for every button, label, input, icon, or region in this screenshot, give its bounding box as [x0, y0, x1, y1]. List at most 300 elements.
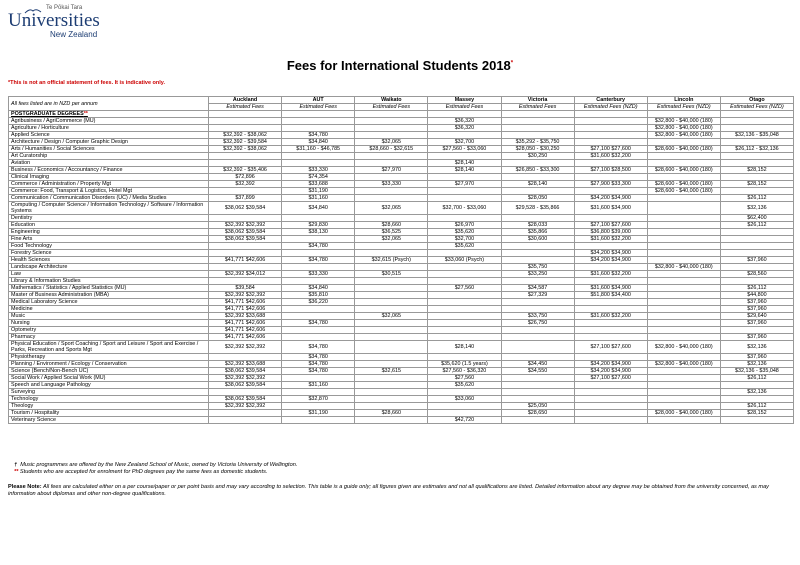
fee-cell	[282, 403, 355, 410]
fee-cell	[647, 160, 720, 167]
fee-cell	[647, 278, 720, 285]
fee-cell: $27,560	[428, 285, 501, 292]
fee-cell: $38,062 $39,584	[209, 368, 282, 375]
fee-cell	[647, 306, 720, 313]
subject-cell: Applied Science	[9, 132, 209, 139]
fee-cell	[428, 320, 501, 327]
fee-cell	[282, 375, 355, 382]
fee-cell	[355, 125, 428, 132]
fee-cell	[647, 250, 720, 257]
subject-cell: Speech and Language Pathology	[9, 382, 209, 389]
fee-cell: $37,960	[720, 306, 793, 313]
fee-cell: $35,810	[282, 292, 355, 299]
fee-cell: $26,850 - $33,300	[501, 167, 574, 174]
fee-cell: $31,600 $32,200	[574, 271, 647, 278]
fee-cell: $29,640	[720, 313, 793, 320]
table-row	[9, 285, 794, 292]
table-row	[9, 181, 794, 188]
table-row	[9, 125, 794, 132]
table-row	[9, 382, 794, 389]
subject-cell: Music	[9, 313, 209, 320]
table-row	[9, 389, 794, 396]
university-header: Massey	[428, 97, 501, 104]
fee-cell: $51,800 $34,400	[574, 292, 647, 299]
fee-cell: $34,780	[282, 361, 355, 368]
fee-cell	[428, 306, 501, 313]
fee-cell	[428, 264, 501, 271]
fee-cell	[355, 361, 428, 368]
fee-cell	[501, 250, 574, 257]
fee-cell	[720, 250, 793, 257]
fee-cell: $28,560	[720, 271, 793, 278]
subject-cell: Master of Business Administration (MBA)	[9, 292, 209, 299]
fee-cell	[720, 278, 793, 285]
fee-cell	[501, 299, 574, 306]
table-row	[9, 278, 794, 285]
fee-cell	[209, 118, 282, 125]
fee-cell: $32,392 $32,392	[209, 292, 282, 299]
subject-cell: Education	[9, 222, 209, 229]
fee-cell: $38,130	[282, 229, 355, 236]
table-row	[9, 327, 794, 334]
fee-cell: $29,830	[282, 222, 355, 229]
table-row	[9, 306, 794, 313]
subject-cell: Physical Education / Sport Coaching / Sport and Leisure / Sport and Exercise / Parks, Recreation and Sports Mgt	[9, 341, 209, 354]
subject-cell: Business / Economics / Accountancy / Finance	[9, 167, 209, 174]
fee-header: Estimated Fees	[355, 104, 428, 111]
fee-cell: $31,190	[282, 410, 355, 417]
fee-cell	[574, 396, 647, 403]
subject-cell: Fine Arts	[9, 236, 209, 243]
fee-cell: $32,800 - $40,000 (180)	[647, 361, 720, 368]
subject-cell: Physiotherapy	[9, 354, 209, 361]
fee-cell	[282, 236, 355, 243]
university-header: Canterbury	[574, 97, 647, 104]
table-row	[9, 174, 794, 181]
fee-cell: $31,600 $32,200	[574, 236, 647, 243]
fee-cell	[501, 278, 574, 285]
fee-cell: $34,840	[282, 285, 355, 292]
fee-cell	[574, 299, 647, 306]
fee-cell: $28,660	[355, 222, 428, 229]
table-row	[9, 264, 794, 271]
fee-cell	[355, 292, 428, 299]
fee-cell	[209, 250, 282, 257]
fee-cell	[355, 341, 428, 354]
subject-cell: Health Sciences	[9, 257, 209, 264]
table-row	[9, 396, 794, 403]
fee-cell	[647, 417, 720, 424]
fee-header: Estimated Fees	[209, 104, 282, 111]
fee-cell	[574, 132, 647, 139]
fee-cell	[282, 118, 355, 125]
logo-tagline: Te Pōkai Tara	[46, 5, 83, 11]
fee-cell: $32,065	[355, 139, 428, 146]
fee-cell: $41,771 $42,606	[209, 299, 282, 306]
fee-cell: $28,600 - $40,000 (180)	[647, 188, 720, 195]
fee-header: Estimated Fees (NZD)	[574, 104, 647, 111]
fee-cell: $27,560 - $33,060	[428, 146, 501, 153]
fee-cell	[209, 125, 282, 132]
fee-cell: $27,970	[355, 167, 428, 174]
fee-cell	[428, 313, 501, 320]
fee-cell	[647, 313, 720, 320]
corner-label: All fees listed are in NZD per annum	[9, 97, 209, 111]
fee-cell: $33,330	[282, 167, 355, 174]
table-row	[9, 250, 794, 257]
fee-cell	[574, 327, 647, 334]
disclaimer: *This is not an official statement of fees. It is indicative only.	[8, 80, 165, 86]
fee-cell: $34,780	[282, 243, 355, 250]
fee-cell	[355, 354, 428, 361]
table-row	[9, 361, 794, 368]
fee-cell: $35,620	[428, 229, 501, 236]
subject-cell: Veterinary Science	[9, 417, 209, 424]
fee-cell	[647, 139, 720, 146]
fee-cell	[282, 264, 355, 271]
fee-cell	[355, 306, 428, 313]
fee-cell: $41,771 $42,606	[209, 334, 282, 341]
fee-cell	[355, 382, 428, 389]
fee-cell: $26,750	[501, 320, 574, 327]
fee-cell: $37,899	[209, 195, 282, 202]
university-header: Victoria	[501, 97, 574, 104]
fee-cell: $32,700	[428, 236, 501, 243]
fee-cell: $32,392 $33,688	[209, 313, 282, 320]
fee-cell: $34,200 $34,900	[574, 361, 647, 368]
fee-cell	[647, 389, 720, 396]
fee-cell: $32,392 - $38,062	[209, 132, 282, 139]
fee-cell	[647, 354, 720, 361]
fee-cell: $32,065	[355, 202, 428, 215]
subject-cell: Tourism / Hospitality	[9, 410, 209, 417]
fee-cell	[209, 243, 282, 250]
fee-cell	[355, 278, 428, 285]
fee-cell: $33,330	[282, 271, 355, 278]
subject-cell: Social Work / Applied Social Work (MU)	[9, 375, 209, 382]
fee-cell: $28,600 - $40,000 (180)	[647, 146, 720, 153]
fee-cell	[574, 382, 647, 389]
fee-cell: $27,329	[501, 292, 574, 299]
fee-cell: $32,870	[282, 396, 355, 403]
fee-cell: $32,136	[720, 202, 793, 215]
fee-cell: $34,780	[282, 368, 355, 375]
fee-cell	[574, 410, 647, 417]
subject-cell: Clinical Imaging	[9, 174, 209, 181]
fee-cell	[647, 153, 720, 160]
fee-cell: $25,050	[501, 403, 574, 410]
fee-cell	[209, 417, 282, 424]
fee-cell: $44,800	[720, 292, 793, 299]
fee-cell: $34,200 $34,900	[574, 257, 647, 264]
fee-cell: $26,112	[720, 285, 793, 292]
fee-cell	[574, 264, 647, 271]
please-note: Please Note: All fees are calculated either on a per course/paper or per point basis and may vary according to selection. This table is a guide only; all figures given are estimates and not all qualifications are listed. Detailed information about any degree may be obtained from the university concerned, as may information about diplomas and other non-degree qualifications.	[8, 484, 769, 497]
fee-cell	[209, 410, 282, 417]
fee-cell	[647, 396, 720, 403]
fee-cell	[501, 375, 574, 382]
university-header: AUT	[282, 97, 355, 104]
subject-cell: Engineering	[9, 229, 209, 236]
subject-cell: Agriculture / Horticulture	[9, 125, 209, 132]
fee-cell	[647, 257, 720, 264]
subject-cell: Law	[9, 271, 209, 278]
fee-cell	[428, 299, 501, 306]
fee-cell	[647, 334, 720, 341]
fee-cell	[720, 417, 793, 424]
fee-cell	[282, 160, 355, 167]
fee-cell: $27,560 - $36,320	[428, 368, 501, 375]
fee-cell	[720, 139, 793, 146]
fee-cell: $31,190	[282, 188, 355, 195]
fee-cell: $28,140	[501, 181, 574, 188]
subject-cell: Science (Bench/Non-Bench UC)	[9, 368, 209, 375]
fee-cell: $32,392 $33,688	[209, 361, 282, 368]
fee-header: Estimated Fees	[282, 104, 355, 111]
fee-cell: $28,140	[428, 167, 501, 174]
fee-cell	[428, 327, 501, 334]
fee-cell: $36,320	[428, 125, 501, 132]
fee-cell	[209, 389, 282, 396]
subject-cell: Agribusiness / AgriCommerce (MU)	[9, 118, 209, 125]
table-row	[9, 257, 794, 264]
fee-cell: $31,160 - $46,785	[282, 146, 355, 153]
subject-cell: Theology	[9, 403, 209, 410]
fee-cell: $32,136	[720, 361, 793, 368]
table-row	[9, 139, 794, 146]
fee-cell	[720, 125, 793, 132]
fee-cell	[720, 327, 793, 334]
subject-cell: Communication / Communication Disorders (UC) / Media Studies	[9, 195, 209, 202]
footnote-music: † Music programmes are offered by the New Zealand School of Music, owned by Victoria University of Wellington.	[14, 462, 298, 468]
fee-cell	[574, 118, 647, 125]
fee-cell: $35,620 (1.5 years)	[428, 361, 501, 368]
fee-cell	[501, 327, 574, 334]
subject-cell: Medical Laboratory Science	[9, 299, 209, 306]
table-row	[9, 410, 794, 417]
fee-cell	[282, 306, 355, 313]
fee-cell: $28,140	[428, 160, 501, 167]
fee-cell: $37,960	[720, 257, 793, 264]
fee-cell: $36,320	[428, 118, 501, 125]
fees-table	[8, 96, 794, 424]
subject-cell: Commerce: Food, Transport & Logistics, Hotel Mgt	[9, 188, 209, 195]
bird-icon	[24, 8, 42, 14]
fee-cell: $34,587	[501, 285, 574, 292]
fee-cell	[209, 188, 282, 195]
fee-cell	[428, 174, 501, 181]
fee-cell: $32,136 - $35,048	[720, 132, 793, 139]
subject-cell: Medicine	[9, 306, 209, 313]
fee-cell	[428, 278, 501, 285]
fee-cell: $28,033	[501, 222, 574, 229]
fee-cell: $34,200 $34,900	[574, 195, 647, 202]
fee-cell: $38,062 $39,584	[209, 202, 282, 215]
fee-cell: $32,392 $32,392	[209, 222, 282, 229]
fee-cell: $28,050	[501, 195, 574, 202]
fee-cell	[355, 417, 428, 424]
fee-cell: $37,960	[720, 334, 793, 341]
fee-cell: $26,970	[428, 222, 501, 229]
fee-cell: $35,866	[501, 229, 574, 236]
fee-cell	[282, 250, 355, 257]
fee-cell	[501, 174, 574, 181]
fee-cell: $32,700 - $33,060	[428, 202, 501, 215]
fee-header: Estimated Fees	[501, 104, 574, 111]
fee-cell	[428, 132, 501, 139]
fee-cell	[574, 417, 647, 424]
fee-cell	[647, 222, 720, 229]
fee-cell	[282, 327, 355, 334]
table-row	[9, 222, 794, 229]
university-header: Waikato	[355, 97, 428, 104]
fee-cell: $34,780	[282, 341, 355, 354]
table-row	[9, 160, 794, 167]
fee-cell: $31,600 $32,200	[574, 313, 647, 320]
subject-cell: Pharmacy	[9, 334, 209, 341]
page-title: Fees for International Students 2018*	[286, 58, 514, 73]
fee-cell	[501, 354, 574, 361]
table-row	[9, 271, 794, 278]
fee-cell	[282, 153, 355, 160]
fee-cell	[501, 118, 574, 125]
table-row	[9, 229, 794, 236]
logo-wordmark: Universities	[8, 10, 100, 31]
fee-cell	[355, 334, 428, 341]
fee-cell: $30,250	[501, 153, 574, 160]
fee-cell: $33,330	[355, 181, 428, 188]
university-header: Otago	[720, 97, 793, 104]
fee-cell	[647, 403, 720, 410]
fee-cell: $32,800 - $40,000 (180)	[647, 132, 720, 139]
fee-cell	[720, 243, 793, 250]
fee-cell	[355, 132, 428, 139]
table-row	[9, 118, 794, 125]
fee-cell	[355, 160, 428, 167]
table-row	[9, 146, 794, 153]
fee-cell: $31,160	[282, 382, 355, 389]
fee-cell	[501, 160, 574, 167]
fee-cell	[428, 250, 501, 257]
fee-cell	[501, 389, 574, 396]
fee-cell: $32,136 - $35,048	[720, 368, 793, 375]
fee-cell: $28,050 - $30,250	[501, 146, 574, 153]
footnote-phd: ** Students who are accepted for enrolment for PhD degrees pay the same fees as domestic students.	[14, 469, 268, 475]
fee-cell	[647, 375, 720, 382]
fee-cell	[355, 188, 428, 195]
table-row	[9, 167, 794, 174]
fee-cell	[647, 382, 720, 389]
fee-cell	[647, 195, 720, 202]
fee-cell	[355, 153, 428, 160]
fee-cell: $34,550	[501, 368, 574, 375]
fee-cell: $32,136	[720, 389, 793, 396]
fee-cell: $32,065	[355, 236, 428, 243]
fee-cell: $35,750	[501, 264, 574, 271]
fee-cell	[501, 396, 574, 403]
fee-cell: $62,400	[720, 215, 793, 222]
fee-cell	[574, 160, 647, 167]
fee-cell	[355, 320, 428, 327]
fee-cell: $32,392 - $35,406	[209, 167, 282, 174]
fee-cell: $28,600 - $40,000 (180)	[647, 167, 720, 174]
table-row	[9, 188, 794, 195]
table-row	[9, 334, 794, 341]
table-row	[9, 195, 794, 202]
fee-cell	[720, 264, 793, 271]
fee-cell: $31,160	[282, 195, 355, 202]
fee-cell: $38,062 $39,584	[209, 229, 282, 236]
fee-cell: $26,112	[720, 403, 793, 410]
fee-cell: $32,800 - $40,000 (180)	[647, 118, 720, 125]
table-row	[9, 368, 794, 375]
table-row	[9, 243, 794, 250]
logo-subtitle: New Zealand	[50, 30, 98, 39]
section-row	[9, 111, 794, 118]
fee-cell: $32,392 - $39,584	[209, 139, 282, 146]
fee-cell: $36,800 $39,000	[574, 229, 647, 236]
fee-cell: $34,780	[282, 320, 355, 327]
university-header-row	[9, 97, 794, 104]
table-row	[9, 403, 794, 410]
fee-cell: $30,600	[501, 236, 574, 243]
fee-cell	[282, 215, 355, 222]
fee-cell	[282, 389, 355, 396]
subject-cell: Aviation	[9, 160, 209, 167]
fee-cell	[355, 403, 428, 410]
fee-cell	[428, 389, 501, 396]
fee-cell	[720, 229, 793, 236]
fee-cell	[647, 243, 720, 250]
fee-cell	[647, 285, 720, 292]
fee-cell: $31,600 $32,200	[574, 153, 647, 160]
fee-cell: $32,392 - $38,062	[209, 146, 282, 153]
fee-cell	[355, 327, 428, 334]
fee-cell: $74,354	[282, 174, 355, 181]
table-row	[9, 153, 794, 160]
fee-cell	[647, 327, 720, 334]
fee-cell	[574, 243, 647, 250]
fee-cell: $32,065	[355, 313, 428, 320]
fee-cell	[720, 118, 793, 125]
fee-cell	[282, 313, 355, 320]
fee-cell: $31,600 $34,900	[574, 285, 647, 292]
subject-cell: Forestry Science	[9, 250, 209, 257]
fee-cell	[501, 417, 574, 424]
fee-cell	[501, 382, 574, 389]
fee-cell	[355, 118, 428, 125]
subject-cell: Library & Information Studies	[9, 278, 209, 285]
fee-cell: $28,650	[501, 410, 574, 417]
fee-cell	[574, 188, 647, 195]
fee-cell	[574, 354, 647, 361]
subject-cell: Planning / Environment / Ecology / Conservation	[9, 361, 209, 368]
table-row	[9, 292, 794, 299]
fee-cell	[501, 132, 574, 139]
fee-cell: $26,112	[720, 222, 793, 229]
fee-header: Estimated Fees (NZD)	[647, 104, 720, 111]
fee-cell	[428, 403, 501, 410]
fee-cell: $28,152	[720, 167, 793, 174]
fee-cell	[720, 236, 793, 243]
fee-cell	[574, 125, 647, 132]
fee-cell	[428, 271, 501, 278]
fee-cell: $28,000 - $40,000 (180)	[647, 410, 720, 417]
table-row	[9, 236, 794, 243]
fee-cell: $26,112 - $32,136	[720, 146, 793, 153]
fee-cell	[428, 410, 501, 417]
title-mark: *	[510, 60, 514, 67]
